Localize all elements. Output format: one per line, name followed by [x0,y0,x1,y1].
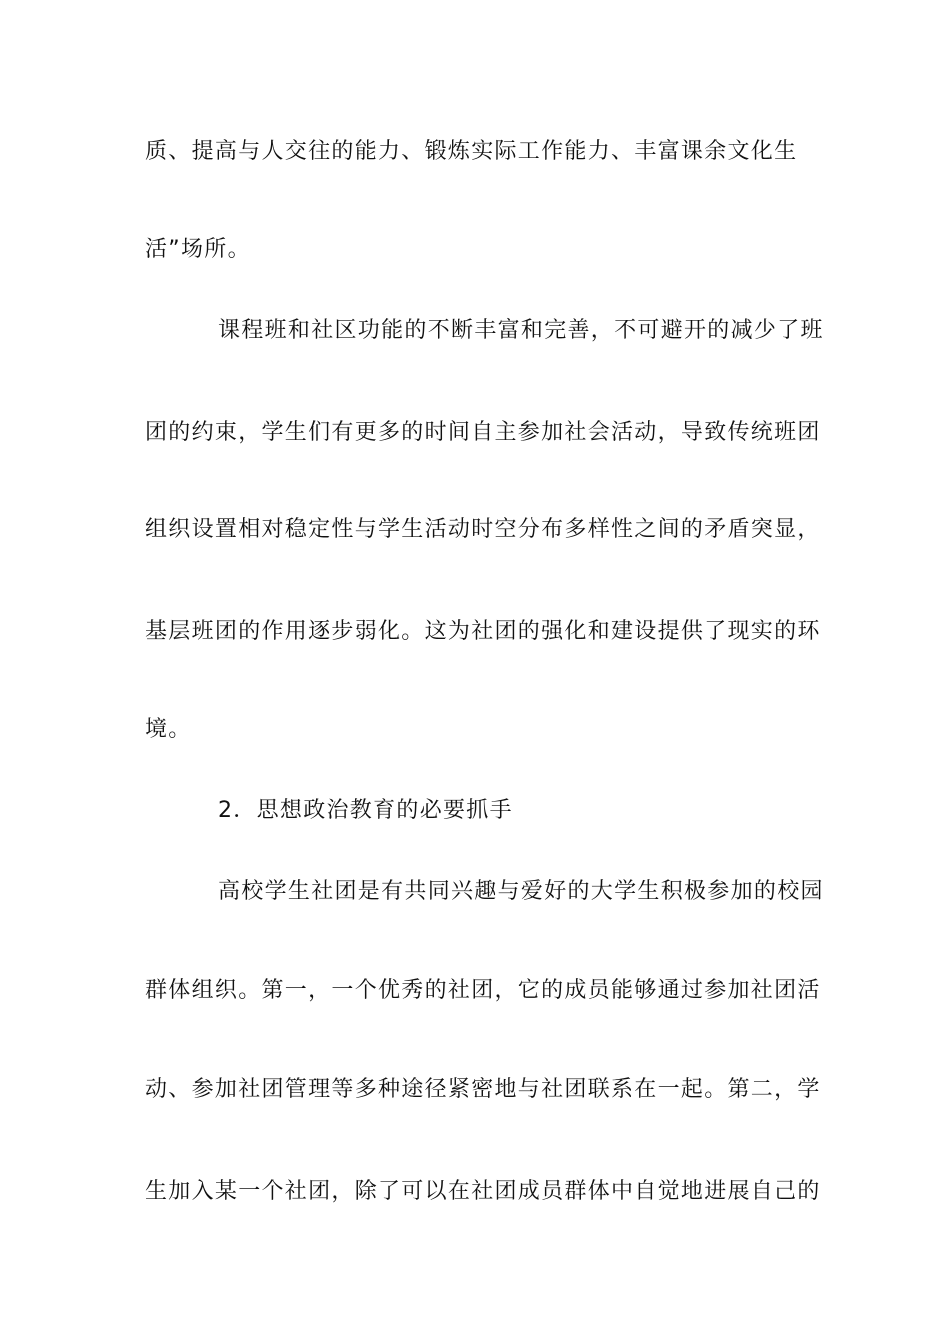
text-line: 团的约束，学生们有更多的时间自主参加社会活动，导致传统班团 [145,420,821,445]
paragraph-start-line: 高校学生社团是有共同兴趣与爱好的大学生积极参加的校园 [218,879,824,904]
text-line: 群体组织。第一，一个优秀的社团，它的成员能够通过参加社团活 [145,978,821,1003]
paragraph-start-line: 课程班和社区功能的不断丰富和完善，不可避开的减少了班 [218,318,824,343]
text-line: 活”场所。 [145,237,251,262]
text-line: 动、参加社团管理等多种途径紧密地与社团联系在一起。第二，学 [145,1077,821,1102]
text-line: 生加入某一个社团，除了可以在社团成员群体中自觉地进展自己的 [145,1179,821,1204]
text-line: 质、提高与人交往的能力、锻炼实际工作能力、丰富课余文化生 [145,139,798,164]
text-line: 组织设置相对稳定性与学生活动时空分布多样性之间的矛盾突显， [145,517,821,542]
section-heading: 2．思想政治教育的必要抓手 [218,798,513,823]
text-line: 基层班团的作用逐步弱化。这为社团的强化和建设提供了现实的环 [145,619,821,644]
text-line: 境。 [145,717,192,742]
